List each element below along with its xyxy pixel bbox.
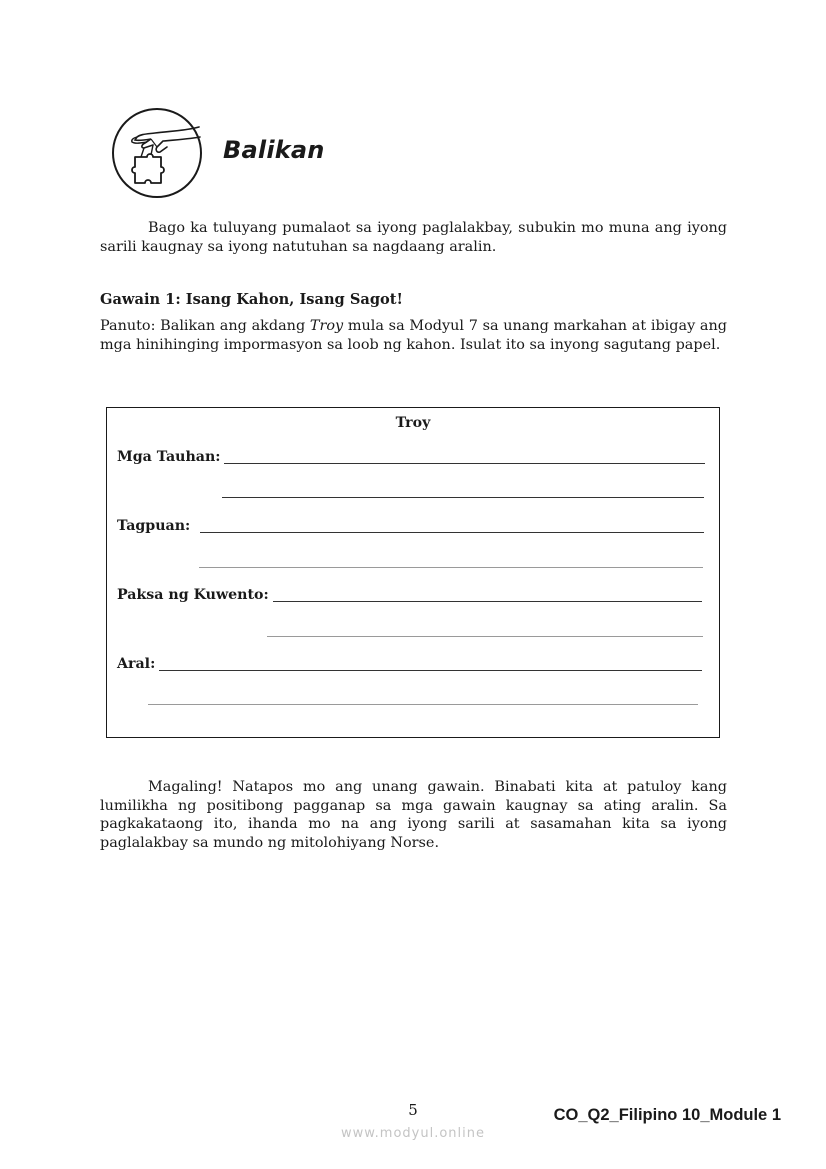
answer-box	[106, 407, 720, 738]
answer-box-title: Troy	[395, 415, 431, 431]
answer-line[interactable]	[273, 601, 702, 602]
answer-line[interactable]	[159, 670, 702, 671]
hand-puzzle-piece-icon	[111, 107, 203, 199]
activity-instructions	[100, 317, 727, 354]
instruction-text-start: Panuto: Balikan ang akdang	[100, 318, 310, 334]
instruction-text-end: mula sa Modyul 7 sa unang markahan at ibigay ang mga hinihinging impormasyon sa loob ng kahon. Isulat ito sa inyong sagutang papel.	[100, 318, 727, 353]
instruction-story-title: Troy	[309, 318, 344, 334]
field-label-tagpuan: Tagpuan:	[117, 518, 191, 534]
watermark: www.modyul.online	[340, 1126, 486, 1141]
section-title: Balikan	[223, 136, 325, 164]
intro-paragraph: Bago ka tuluyang pumalaot sa iyong paglalakbay, subukin mo muna ang iyong sarili kaugnay sa iyong natutuhan sa nagdaang aralin.	[100, 220, 727, 255]
closing-paragraph: Magaling! Natapos mo ang unang gawain. Binabati kita at patuloy kang lumilikha ng positibong pagganap sa mga gawain kaugnay sa ating aralin. Sa pagkakataong ito, ihanda mo na ang iyong sarili at sasamahan kita sa iyong paglalakbay sa mundo ng mitolohiyang Norse.	[100, 779, 727, 851]
field-label-paksa: Paksa ng Kuwento:	[117, 587, 269, 603]
activity-title: Gawain 1: Isang Kahon, Isang Sagot!	[100, 291, 403, 308]
answer-line[interactable]	[222, 497, 704, 498]
page-number: 5	[408, 1101, 418, 1119]
answer-line[interactable]	[200, 532, 704, 533]
field-label-tauhan: Mga Tauhan:	[117, 449, 221, 465]
answer-line[interactable]	[199, 567, 703, 568]
answer-line[interactable]	[148, 704, 698, 705]
answer-line[interactable]	[224, 463, 705, 464]
answer-line[interactable]	[267, 636, 703, 637]
field-label-aral: Aral:	[117, 656, 156, 672]
module-code: CO_Q2_Filipino 10_Module 1	[553, 1106, 781, 1124]
